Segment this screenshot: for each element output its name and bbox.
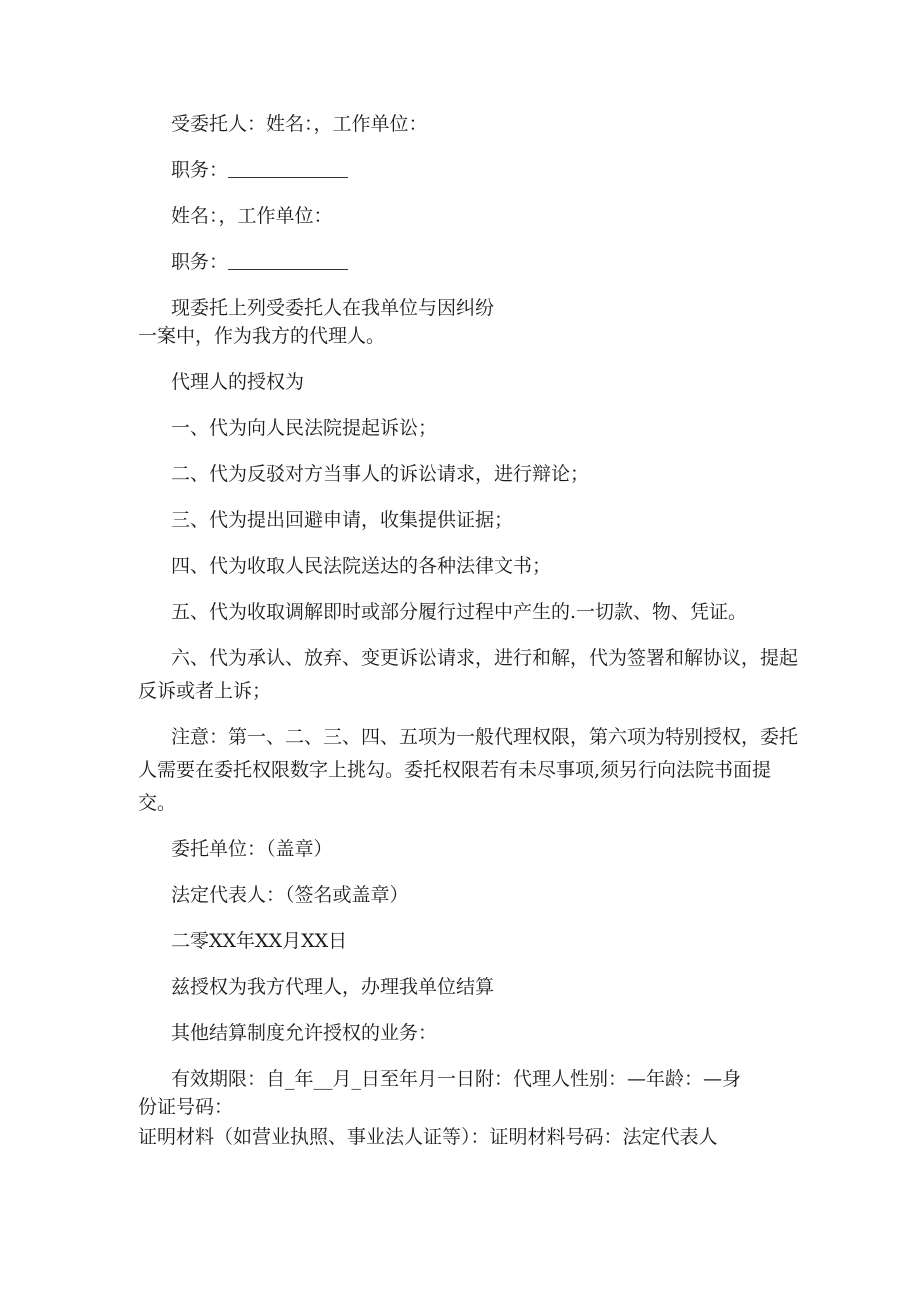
document-body (138, 108, 798, 1154)
authority-item-2: 二、代为反驳对方当事人的诉讼请求，进行辩论； (171, 463, 590, 485)
certificate-materials: 证明材料（如营业执照、事业法人证等）：证明材料号码：法定代表人 (138, 1126, 718, 1148)
authority-item-3: 三、代为提出回避申请，收集提供证据； (171, 509, 514, 531)
position-blank-2 (228, 251, 348, 270)
validity-period: 有效期限：自_年__月_日至年月一日附：代理人性别：—年龄：—身 (171, 1068, 742, 1090)
position-label-1: 职务： (171, 159, 229, 181)
notice-paragraph: 注意：第一、二、三、四、五项为一般代理权限，第六项为特别授权，委托人需要在委托权限数字上挑勾。委托权限若有未尽事项,须另行向法院书面提交。 (138, 726, 799, 814)
authority-item-1: 一、代为向人民法院提起诉讼； (171, 417, 438, 439)
trustee-position-1 (138, 154, 798, 187)
authority-heading: 代理人的授权为 (171, 371, 305, 393)
entrust-statement: 现委托上列受委托人在我单位与因纠纷 (171, 297, 495, 319)
date-line: 二零XX年XX月XX日 (171, 930, 348, 952)
id-number-label: 份证号码： (138, 1096, 234, 1118)
authority-item-6: 六、代为承认、放弃、变更诉讼请求，进行和解，代为签署和解协议，提起反诉或者上诉； (138, 647, 799, 702)
trustee-line-2: 姓名：，工作单位： (171, 205, 333, 227)
position-blank-1 (228, 159, 348, 178)
trustee-position-2 (138, 246, 798, 279)
authority-item-4: 四、代为收取人民法院送达的各种法律文书； (171, 555, 552, 577)
trustee-line-1: 受委托人：姓名：，工作单位： (171, 113, 428, 135)
other-settlement-business: 其他结算制度允许授权的业务： (171, 1022, 438, 1044)
entrusting-unit: 委托单位：（盖章） (171, 838, 333, 860)
position-label-2: 职务： (171, 251, 229, 273)
legal-representative: 法定代表人：（签名或盖章） (171, 884, 409, 906)
settlement-authorization: 兹授权为我方代理人，办理我单位结算 (171, 976, 495, 998)
authority-item-5: 五、代为收取调解即时或部分履行过程中产生的.一切款、物、凭证。 (171, 601, 748, 623)
entrust-statement-cont: 一案中，作为我方的代理人。 (138, 325, 386, 347)
